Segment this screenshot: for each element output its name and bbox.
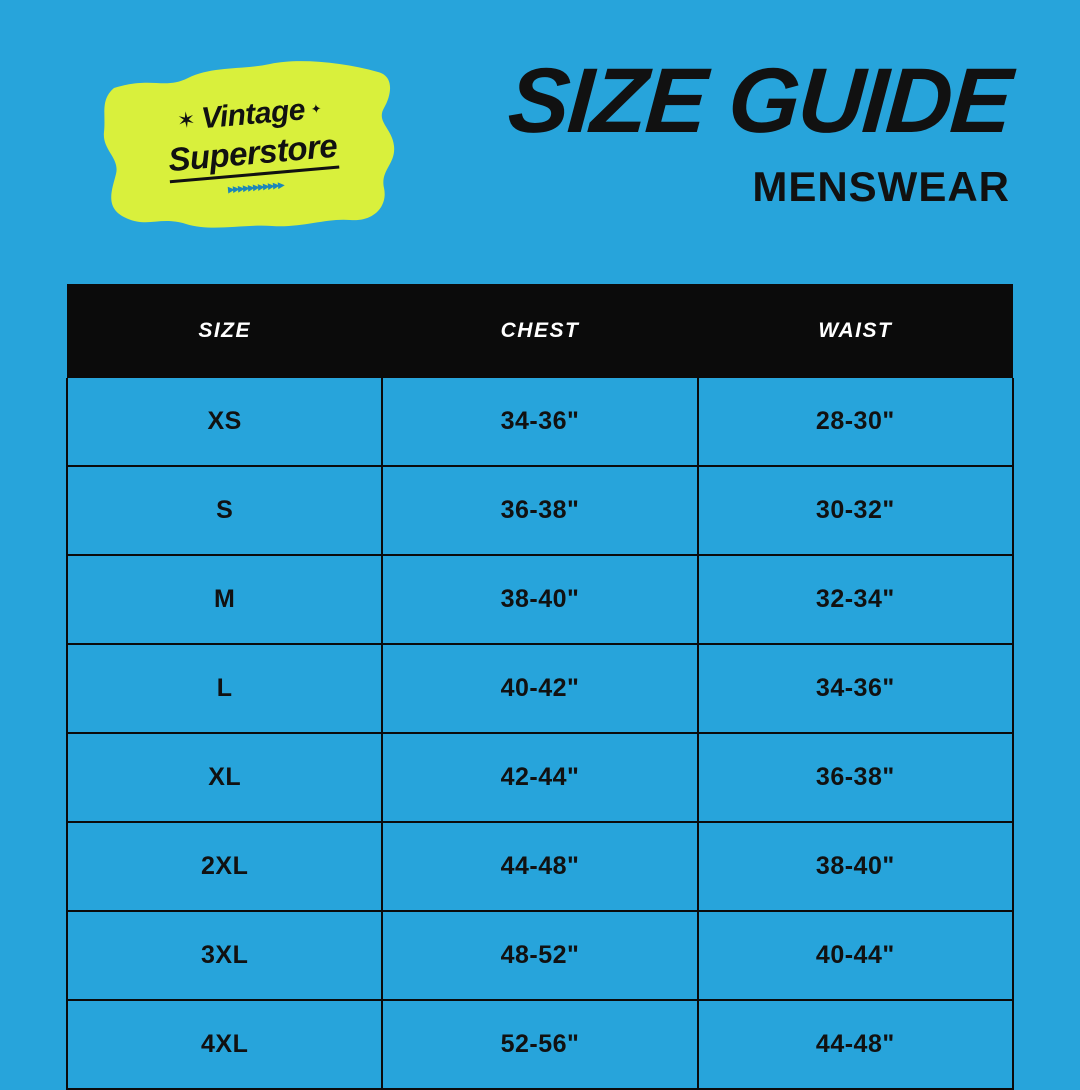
brand-word-vintage: Vintage [199, 92, 307, 135]
cell-waist: 30-32" [698, 466, 1013, 555]
cell-waist: 40-44" [698, 911, 1013, 1000]
cell-chest: 52-56" [382, 1000, 697, 1089]
cell-size: XS [67, 378, 382, 466]
table-header [67, 284, 1013, 378]
cell-waist: 34-36" [698, 644, 1013, 733]
header-block [450, 50, 1014, 211]
arrow-decoration: ▸▸▸▸▸▸▸▸▸▸▸ [227, 176, 284, 196]
cell-size: M [67, 555, 382, 644]
cell-chest: 36-38" [382, 466, 697, 555]
cell-waist: 38-40" [698, 822, 1013, 911]
page-subtitle: MENSWEAR [752, 163, 1010, 211]
cell-chest: 38-40" [382, 555, 697, 644]
sparkle-small-icon: ✦ [310, 100, 323, 117]
cell-waist: 36-38" [698, 733, 1013, 822]
cell-chest: 44-48" [382, 822, 697, 911]
brand-logo-badge [92, 50, 412, 240]
cell-size: L [67, 644, 382, 733]
table-row [67, 911, 1013, 1000]
table-row [67, 1000, 1013, 1089]
sparkle-icon: ✶ [175, 106, 197, 133]
cell-waist: 28-30" [698, 378, 1013, 466]
cell-chest: 40-42" [382, 644, 697, 733]
table-row [67, 555, 1013, 644]
table-row [67, 733, 1013, 822]
cell-size: XL [67, 733, 382, 822]
cell-size: 3XL [67, 911, 382, 1000]
table-row [67, 644, 1013, 733]
cell-chest: 48-52" [382, 911, 697, 1000]
column-header-waist: WAIST [698, 284, 1013, 378]
cell-size: 4XL [67, 1000, 382, 1089]
table-header-row [67, 284, 1013, 378]
cell-chest: 34-36" [382, 378, 697, 466]
cell-chest: 42-44" [382, 733, 697, 822]
cell-waist: 32-34" [698, 555, 1013, 644]
column-header-chest: CHEST [382, 284, 697, 378]
table-row [67, 466, 1013, 555]
cell-size: S [67, 466, 382, 555]
cell-waist: 44-48" [698, 1000, 1013, 1089]
cell-size: 2XL [67, 822, 382, 911]
brand-word-superstore: Superstore [167, 126, 339, 183]
table-row [67, 822, 1013, 911]
table-row [67, 378, 1013, 466]
page-title: SIZE GUIDE [505, 50, 1014, 152]
table-body [67, 378, 1013, 1089]
column-header-size: SIZE [67, 284, 382, 378]
size-guide-table [66, 284, 1014, 1090]
